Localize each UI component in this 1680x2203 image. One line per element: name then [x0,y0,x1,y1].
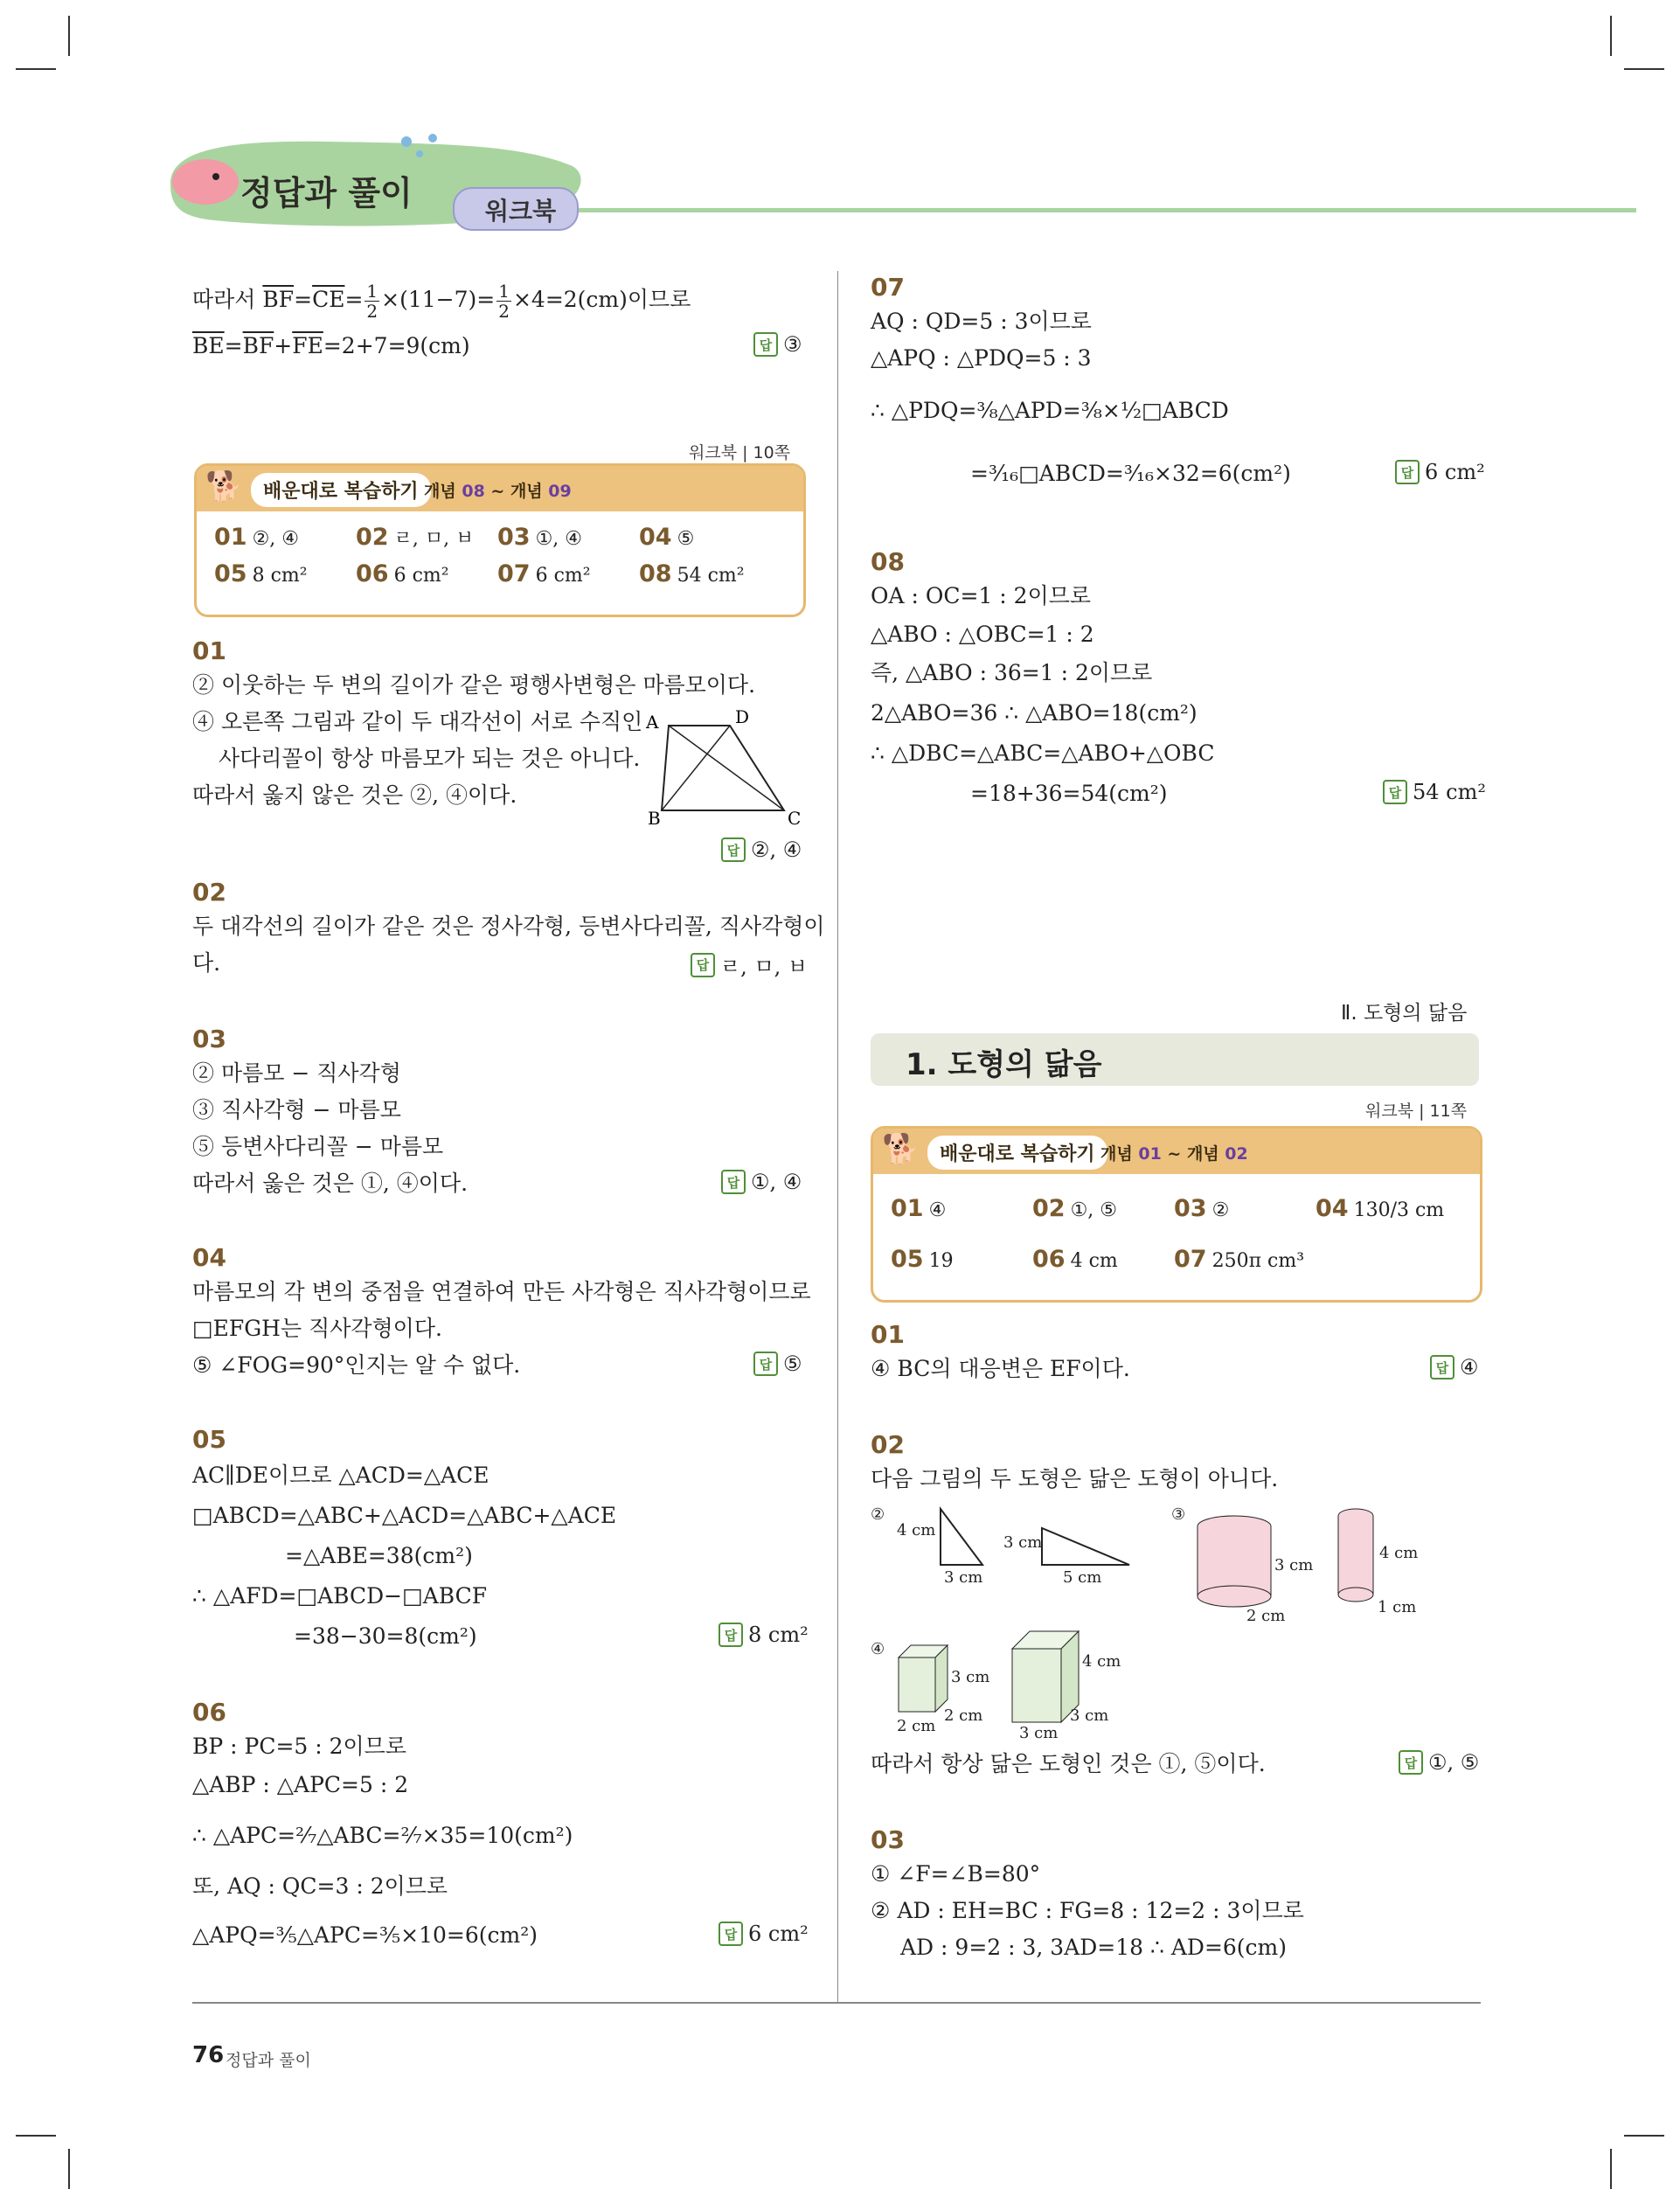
section-title: 1. 도형의 닮음 [906,1047,1102,1082]
fig-label: D [735,706,750,727]
review-box [194,463,806,617]
text-line: ∴ △APC=²⁄₇△ABC=²⁄₇×35=10(cm²) [192,1823,573,1848]
fig-label: ② [871,1505,885,1524]
fig-label: 2 cm [1246,1607,1286,1625]
text-line: AC∥DE이므로 △ACD=△ACE [192,1463,489,1488]
text-line: =³⁄₁₆□ABCD=³⁄₁₆×32=6(cm²) [970,461,1291,486]
review-item: 03 ② [1174,1195,1230,1222]
crop-mark [68,2149,70,2189]
question-number: 03 [192,1025,226,1053]
footer-label: 정답과 풀이 [226,2051,311,2070]
crop-mark [1610,2149,1612,2189]
page-number: 76 [192,2042,225,2068]
text-line: ① ∠F=∠B=80° [871,1861,1041,1887]
review-item: 02 ㄹ, ㅁ, ㅂ [356,524,475,551]
answer: 답 ③ [753,332,802,357]
crop-mark [16,2135,56,2137]
review-item: 06 4 cm [1032,1246,1118,1273]
trapezoid-figure [642,704,809,826]
question-number: 01 [871,1320,905,1349]
column-divider [837,271,838,2002]
answer: 답 ①, ④ [721,1170,802,1194]
answer: 답 ①, ⑤ [1399,1750,1479,1775]
fig-label: 1 cm [1378,1598,1417,1616]
fig-label: 3 cm [1019,1724,1059,1742]
chapter-label: Ⅱ. 도형의 닮음 [1341,1002,1468,1025]
crop-mark [1624,2135,1664,2137]
header-subtitle: 워크북 [485,197,557,226]
dog-icon: 🐕 [882,1132,920,1167]
answer: 답 8 cm² [719,1623,809,1647]
fig-label: 4 cm [1379,1544,1419,1562]
text-line: ④ BC의 대응변은 EF이다. [871,1356,1130,1381]
fig-label: ④ [871,1640,885,1658]
text-line: ② AD : EH=BC : FG=8 : 12=2 : 3이므로 [871,1898,1304,1923]
fig-label: 3 cm [1274,1556,1314,1574]
review-item: 01 ②, ④ [214,524,300,551]
page-reference: 워크북 | 10쪽 [689,443,791,462]
answer: 답 54 cm² [1383,780,1486,804]
review-item: 04 ⑤ [639,524,695,551]
review-item: 07 6 cm² [497,560,591,587]
dog-icon: 🐕 [205,469,243,504]
text-line: □EFGH는 직사각형이다. [192,1316,442,1341]
page-reference: 워크북 | 11쪽 [1365,1102,1468,1121]
text-line: =△ABE=38(cm²) [285,1543,473,1568]
question-number: 05 [192,1425,226,1454]
text-line: 따라서 항상 닮은 도형인 것은 ①, ⑤이다. [871,1751,1266,1776]
question-number: 04 [192,1243,226,1272]
text-line: 다음 그림의 두 도형은 닮은 도형이 아니다. [871,1466,1279,1491]
crop-mark [68,16,70,56]
review-item: 08 54 cm² [639,560,745,587]
text-line: □ABCD=△ABC+△ACD=△ABC+△ACE [192,1503,617,1528]
review-item: 05 19 [891,1246,954,1273]
text-line: 다. [192,950,221,976]
text-line: 2△ABO=36 ∴ △ABO=18(cm²) [871,700,1198,726]
text-line: ② 마름모 − 직사각형 [192,1060,401,1086]
text-line: OA : OC=1 : 2이므로 [871,583,1092,608]
text-line: 따라서 $\overline{BF}=\overline{CE}=$ $\frac{1}{2}$ ×(11−7)= $\frac{1}{2}$ ×4=2(cm)이므로 [192,281,691,322]
review-concept: 개념 08 ~ 개념 09 [424,482,572,501]
fig-label: 5 cm [1063,1568,1102,1587]
crop-mark [1610,16,1612,56]
text-line: 따라서 옳지 않은 것은 ②, ④이다. [192,782,517,808]
fig-label: 3 cm [951,1668,990,1686]
text-line: 사다리꼴이 항상 마름모가 되는 것은 아니다. [219,746,641,771]
question-number: 03 [871,1825,905,1854]
text-line: AQ : QD=5 : 3이므로 [871,309,1092,334]
question-number: 01 [192,636,226,665]
answer: 답 ④ [1430,1355,1479,1379]
text-line: 두 대각선의 길이가 같은 것은 정사각형, 등변사다리꼴, 직사각형이 [192,914,825,939]
review-item: 01 ④ [891,1195,947,1222]
answer: 답 6 cm² [719,1922,809,1946]
header-line [437,208,1636,212]
text-line: 마름모의 각 변의 중점을 연결하여 만든 사각형은 직사각형이므로 [192,1279,811,1304]
fig-label: 3 cm [1070,1706,1109,1725]
question-number: 07 [871,273,905,302]
text-line: 또, AQ : QC=3 : 2이므로 [192,1873,448,1899]
question-number: 02 [192,878,226,907]
review-item: 03 ①, ④ [497,524,583,551]
text-line: BP : PC=5 : 2이므로 [192,1734,406,1759]
question-number: 02 [871,1430,905,1459]
text-line: ④ 오른쪽 그림과 같이 두 대각선이 서로 수직인 [192,709,643,734]
fig-label: 4 cm [897,1521,936,1539]
review-title: 배운대로 복습하기 [251,473,431,507]
text-line: △ABO : △OBC=1 : 2 [871,622,1094,647]
fig-label: ③ [1171,1505,1186,1524]
fig-label: 4 cm [1082,1652,1121,1671]
text-line: ∴ △AFD=□ABCD−□ABCF [192,1583,488,1609]
review-title: 배운대로 복습하기 [927,1136,1107,1170]
crop-mark [16,68,56,70]
question-number: 06 [192,1698,226,1727]
text-line: △APQ=³⁄₅△APC=³⁄₅×10=6(cm²) [192,1922,538,1948]
fig-label: 2 cm [897,1717,936,1735]
text-line: =18+36=54(cm²) [970,781,1168,806]
text-line: △ABP : △APC=5 : 2 [192,1772,409,1797]
bottom-rule [192,2002,1481,2004]
answer: 답 ⑤ [753,1352,802,1376]
fig-label: 3 cm [944,1568,983,1587]
text-line: 따라서 옳은 것은 ①, ④이다. [192,1171,469,1196]
header-title: 정답과 풀이 [240,174,413,212]
text-line: ∴ △PDQ=³⁄₈△APD=³⁄₈×½□ABCD [871,398,1229,423]
review-item: 02 ①, ⑤ [1032,1195,1118,1222]
fig-label: A [646,712,659,733]
review-item: 07 250π cm³ [1174,1246,1305,1273]
answer: 답 6 cm² [1395,460,1485,484]
question-number: 08 [871,547,905,576]
answer: 답 ㄹ, ㅁ, ㅂ [691,949,808,980]
text-line: =38−30=8(cm²) [294,1623,477,1649]
review-box [871,1126,1482,1303]
text-line: ⑤ 등변사다리꼴 − 마름모 [192,1134,444,1159]
fig-label: C [788,808,802,826]
text-line: 즉, △ABO : 36=1 : 2이므로 [871,660,1153,685]
text-line: ⑤ ∠FOG=90°인지는 알 수 없다. [192,1352,521,1378]
similarity-figures [871,1500,1474,1745]
answer: 답 ②, ④ [721,837,802,862]
text-line: △APQ : △PDQ=5 : 3 [871,345,1092,371]
crop-mark [1624,68,1664,70]
text-line: ② 이웃하는 두 변의 길이가 같은 평행사변형은 마름모이다. [192,672,756,698]
text-line: AD : 9=2 : 3, 3AD=18 ∴ AD=6(cm) [900,1935,1288,1960]
review-item: 06 6 cm² [356,560,449,587]
text-line: ∴ △DBC=△ABC=△ABO+△OBC [871,740,1215,766]
review-concept: 개념 01 ~ 개념 02 [1100,1144,1248,1164]
fig-label: B [648,808,661,826]
fig-label: 3 cm [1003,1533,1043,1552]
review-item: 05 8 cm² [214,560,308,587]
review-item: 04 130/3 cm [1316,1195,1445,1222]
text-line: ③ 직사각형 − 마름모 [192,1097,401,1122]
fig-label: 2 cm [944,1706,983,1725]
text-line: $\overline{BE}=\overline{BF}+\overline{FE}=2+7=9(cm)$ [192,333,470,358]
